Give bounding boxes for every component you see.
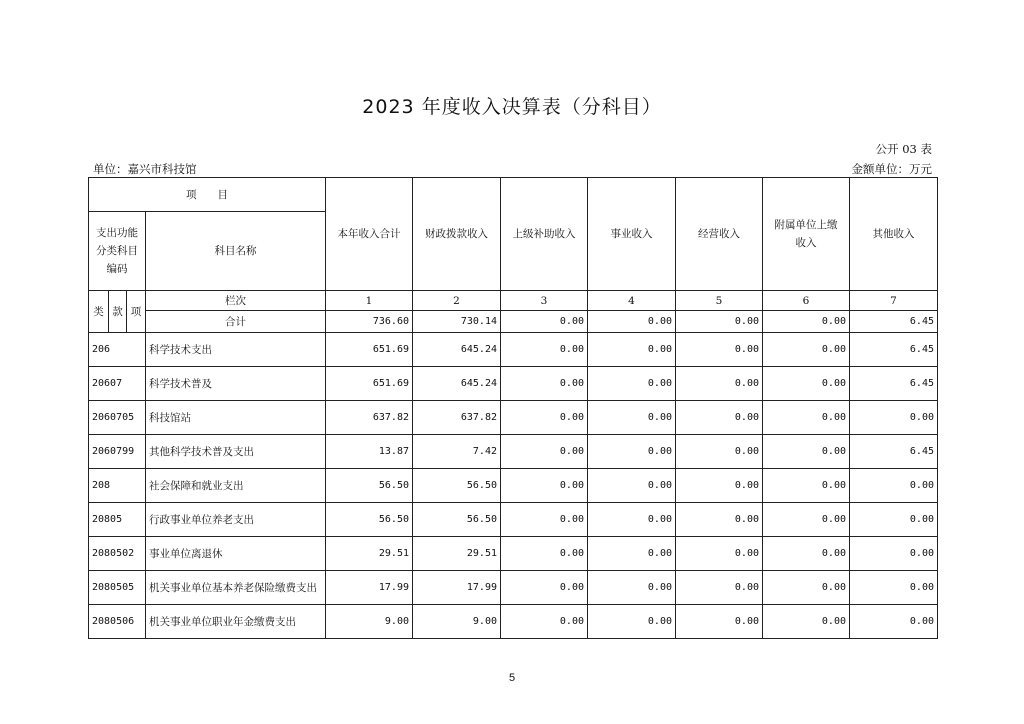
amount-cell: 0.00 — [763, 333, 850, 367]
subject-code: 2080502 — [89, 537, 146, 571]
table-row — [89, 537, 938, 571]
amount-cell: 13.87 — [326, 435, 413, 469]
header-col-6: 附属单位上缴收入 — [763, 178, 850, 291]
subject-code: 2060799 — [89, 435, 146, 469]
subject-name: 科学技术支出 — [146, 333, 326, 367]
amount-cell: 56.50 — [326, 503, 413, 537]
amount-cell: 637.82 — [413, 401, 501, 435]
amount-unit: 金额单位：万元 — [851, 162, 932, 176]
subject-name: 社会保障和就业支出 — [146, 469, 326, 503]
lanci-label: 栏次 — [146, 291, 326, 311]
total-cell: 730.14 — [413, 311, 501, 333]
amount-cell: 651.69 — [326, 333, 413, 367]
header-col-4: 事业收入 — [588, 178, 676, 291]
amount-cell: 0.00 — [763, 469, 850, 503]
lanci-cell: 3 — [501, 291, 588, 311]
amount-cell: 0.00 — [501, 367, 588, 401]
amount-cell: 0.00 — [763, 367, 850, 401]
amount-cell: 0.00 — [588, 537, 676, 571]
lanci-cell: 7 — [850, 291, 938, 311]
table-row — [89, 571, 938, 605]
total-label: 合计 — [146, 311, 326, 333]
total-cell: 0.00 — [588, 311, 676, 333]
lanci-cell: 4 — [588, 291, 676, 311]
subject-code: 206 — [89, 333, 146, 367]
amount-cell: 0.00 — [676, 537, 763, 571]
subject-name: 科学技术普及 — [146, 367, 326, 401]
amount-cell: 0.00 — [676, 367, 763, 401]
amount-cell: 29.51 — [326, 537, 413, 571]
lanci-cell: 1 — [326, 291, 413, 311]
subject-code: 20607 — [89, 367, 146, 401]
total-cell: 6.45 — [850, 311, 938, 333]
header-item: 项 目 — [89, 178, 326, 212]
amount-cell: 645.24 — [413, 367, 501, 401]
amount-cell: 0.00 — [763, 605, 850, 639]
lanci-cell: 2 — [413, 291, 501, 311]
total-cell: 0.00 — [676, 311, 763, 333]
subject-name: 事业单位离退休 — [146, 537, 326, 571]
total-cell: 736.60 — [326, 311, 413, 333]
header-lei: 类 — [89, 291, 109, 333]
form-number: 公开 03 表 — [875, 142, 932, 156]
subject-code: 2060705 — [89, 401, 146, 435]
amount-cell: 56.50 — [413, 469, 501, 503]
amount-cell: 29.51 — [413, 537, 501, 571]
amount-cell: 0.00 — [588, 401, 676, 435]
header-col-2: 财政拨款收入 — [413, 178, 501, 291]
amount-cell: 6.45 — [850, 367, 938, 401]
amount-cell: 651.69 — [326, 367, 413, 401]
amount-cell: 0.00 — [676, 605, 763, 639]
header-subject-name: 科目名称 — [146, 212, 326, 291]
subject-name: 行政事业单位养老支出 — [146, 503, 326, 537]
amount-cell: 0.00 — [763, 571, 850, 605]
amount-cell: 0.00 — [501, 537, 588, 571]
subject-code: 20805 — [89, 503, 146, 537]
amount-cell: 17.99 — [326, 571, 413, 605]
amount-cell: 0.00 — [850, 469, 938, 503]
table-row — [89, 605, 938, 639]
amount-cell: 0.00 — [676, 469, 763, 503]
amount-cell: 637.82 — [326, 401, 413, 435]
amount-cell: 0.00 — [588, 333, 676, 367]
table-row — [89, 333, 938, 367]
amount-cell: 0.00 — [588, 571, 676, 605]
amount-cell: 0.00 — [850, 571, 938, 605]
amount-cell: 17.99 — [413, 571, 501, 605]
table-row — [89, 367, 938, 401]
amount-cell: 0.00 — [763, 537, 850, 571]
amount-cell: 0.00 — [588, 435, 676, 469]
table-row — [89, 435, 938, 469]
amount-cell: 645.24 — [413, 333, 501, 367]
amount-cell: 9.00 — [413, 605, 501, 639]
amount-cell: 0.00 — [676, 571, 763, 605]
amount-cell: 0.00 — [763, 435, 850, 469]
amount-cell: 0.00 — [501, 605, 588, 639]
page-number: 5 — [508, 672, 516, 684]
amount-cell: 0.00 — [850, 401, 938, 435]
amount-cell: 0.00 — [850, 605, 938, 639]
header-col-5: 经营收入 — [676, 178, 763, 291]
subject-name: 机关事业单位基本养老保险缴费支出 — [146, 571, 326, 605]
amount-cell: 0.00 — [676, 401, 763, 435]
header-code-group: 支出功能分类科目编码 — [89, 212, 146, 291]
amount-cell: 0.00 — [588, 367, 676, 401]
header-col-3: 上级补助收入 — [501, 178, 588, 291]
amount-cell: 0.00 — [676, 435, 763, 469]
amount-cell: 0.00 — [501, 333, 588, 367]
header-col-7: 其他收入 — [850, 178, 938, 291]
amount-cell: 0.00 — [850, 537, 938, 571]
income-table — [88, 177, 938, 639]
table-row — [89, 503, 938, 537]
lanci-cell: 6 — [763, 291, 850, 311]
total-cell: 0.00 — [501, 311, 588, 333]
subject-name: 科技馆站 — [146, 401, 326, 435]
amount-cell: 56.50 — [413, 503, 501, 537]
amount-cell: 0.00 — [588, 503, 676, 537]
subject-name: 其他科学技术普及支出 — [146, 435, 326, 469]
amount-cell: 0.00 — [588, 469, 676, 503]
amount-cell: 0.00 — [501, 401, 588, 435]
amount-cell: 0.00 — [501, 469, 588, 503]
header-kuan: 款 — [109, 291, 127, 333]
amount-cell: 7.42 — [413, 435, 501, 469]
amount-cell: 0.00 — [501, 571, 588, 605]
reporting-unit: 单位：嘉兴市科技馆 — [93, 162, 197, 176]
subject-code: 208 — [89, 469, 146, 503]
amount-cell: 56.50 — [326, 469, 413, 503]
amount-cell: 0.00 — [850, 503, 938, 537]
header-xiang: 项 — [127, 291, 146, 333]
table-row — [89, 401, 938, 435]
amount-cell: 0.00 — [763, 401, 850, 435]
amount-cell: 0.00 — [501, 435, 588, 469]
subject-code: 2080505 — [89, 571, 146, 605]
amount-cell: 0.00 — [763, 503, 850, 537]
amount-cell: 0.00 — [588, 605, 676, 639]
subject-code: 2080506 — [89, 605, 146, 639]
subject-name: 机关事业单位职业年金缴费支出 — [146, 605, 326, 639]
amount-cell: 0.00 — [676, 503, 763, 537]
table-row — [89, 469, 938, 503]
header-col-1: 本年收入合计 — [326, 178, 413, 291]
lanci-cell: 5 — [676, 291, 763, 311]
page-title: 2023 年度收入决算表（分科目） — [362, 96, 662, 118]
amount-cell: 6.45 — [850, 435, 938, 469]
total-cell: 0.00 — [763, 311, 850, 333]
amount-cell: 0.00 — [501, 503, 588, 537]
amount-cell: 0.00 — [676, 333, 763, 367]
amount-cell: 6.45 — [850, 333, 938, 367]
amount-cell: 9.00 — [326, 605, 413, 639]
